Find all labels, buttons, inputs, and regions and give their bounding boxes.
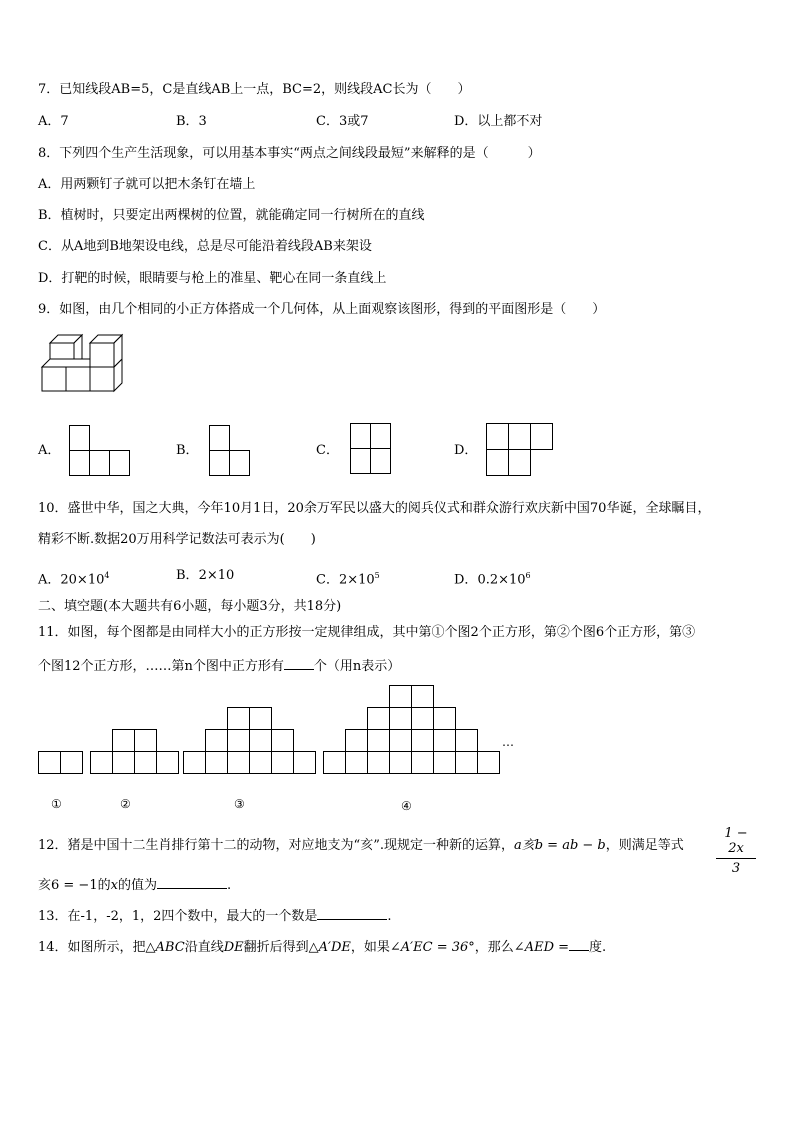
q11-stem-line2b: 个（用n表示）: [313, 659, 401, 674]
q8-option-c: C．从A地到B地架设电线，总是尽可能沿着线段AB来架设: [38, 239, 372, 254]
q7-option-d: D．以上都不对: [454, 114, 543, 129]
q10-option-c-label: C．: [316, 572, 339, 588]
q13-line: [38, 906, 392, 925]
q7-option-b: B．3: [176, 114, 207, 129]
q11-ellipsis: …: [502, 735, 514, 749]
q8-option-d: D．打靶的时候，眼睛要与枪上的准星、靶心在同一条直线上: [38, 271, 387, 286]
q12-variable: x: [110, 878, 118, 893]
q10-option-d: [454, 568, 531, 588]
q10-stem-line1: 10．盛世中华，国之大典，今年10月1日，20余万军民以盛大的阅兵仪式和群众游行欢庆新中国70华诞，全球瞩目，: [38, 501, 711, 516]
q12-line1a: 12．猪是中国十二生肖排行第十二的动物，对应地支为“亥”.现规定一种新的运算，: [38, 838, 514, 853]
q8-option-b: B．植树时，只要定出两棵树的位置，就能确定同一行树所在的直线: [38, 208, 425, 223]
q11-figure-3: [183, 707, 317, 775]
q9-option-d-label: D．: [454, 443, 478, 458]
q11-fig-label-3: ③: [234, 797, 245, 811]
q11-fig-label-1: ①: [51, 797, 62, 811]
q11-stem-line1: 11．如图，每个图都是由同样大小的正方形按一定规律组成，其中第①个图2个正方形，第②个图6个正方形，第③: [38, 625, 696, 640]
q9-option-a-label: A．: [38, 443, 61, 458]
q7-stem: 7．已知线段AB=5，C是直线AB上一点，BC=2，则线段AC长为（ ）: [38, 82, 471, 97]
q14-angle-given: ∠A′EC = 36°: [389, 940, 475, 955]
q12-line2c: .: [226, 878, 232, 893]
q10-option-d-exp: 6: [525, 571, 531, 580]
q12-line1b: ，则满足等式: [605, 838, 684, 853]
q9-stem: 9．如图，由几个相同的小正方体搭成一个几何体，从上面观察该图形，得到的平面图形是（ ）: [38, 302, 606, 317]
q9-option-d-figure: [486, 423, 554, 477]
q9-option-c-label: C．: [316, 443, 339, 458]
q10-option-c: [316, 568, 380, 588]
q13-tail: .: [387, 909, 392, 924]
q11-answer-blank[interactable]: [284, 656, 314, 670]
q9-option-a-figure: [69, 425, 131, 477]
q10-stem-line2: 精彩不断.数据20万用科学记数法可表示为( ): [38, 532, 316, 547]
q13-answer-blank[interactable]: [317, 906, 387, 920]
q10-option-b: [176, 568, 234, 584]
q14-text-a: 14．如图所示，把: [38, 940, 146, 955]
q9-option-b-label: B．: [176, 443, 199, 458]
q12-answer-blank[interactable]: [157, 875, 227, 889]
q9-option-c-figure: [350, 423, 392, 475]
q14-line-de: DE: [223, 940, 244, 955]
q14-text-e: ，那么: [474, 940, 514, 955]
q10-option-a-base: 20×10: [60, 572, 105, 588]
q10-option-c-base: 2×10: [338, 572, 375, 588]
q11-stem-line2: [38, 656, 400, 675]
q12-fraction-numerator: 1 − 2x: [716, 826, 756, 859]
q10-option-d-label: D．: [454, 572, 478, 588]
q12-line2a: 亥6 = −1的: [38, 878, 111, 893]
q10-option-a: [38, 568, 109, 588]
q14-line: [38, 937, 606, 956]
q14-triangle-abc: △ABC: [145, 940, 185, 955]
q10-option-a-label: A．: [38, 572, 61, 588]
q12-operation: a亥b = ab − b: [513, 838, 606, 853]
q12-fraction: [716, 826, 756, 876]
q8-option-a: A．用两颗钉子就可以把木条钉在墙上: [38, 177, 256, 192]
q13-text: 13．在-1，-2，1，2四个数中，最大的一个数是: [38, 909, 318, 924]
q7-option-a: A．7: [38, 114, 69, 129]
q11-figure-2: [90, 729, 180, 775]
q14-text-c: 翻折后得到: [243, 940, 309, 955]
q14-text-d: ，如果: [350, 940, 390, 955]
q11-figure-4: [323, 685, 499, 775]
q14-text-f: 度.: [589, 940, 607, 955]
q10-option-d-base: 0.2×10: [477, 572, 526, 588]
q11-figure-1: [38, 751, 84, 775]
q12-fraction-denominator: 3: [731, 861, 741, 876]
q14-text-b: 沿直线: [184, 940, 224, 955]
q12-line1: [38, 838, 684, 854]
q8-stem: 8．下列四个生产生活现象，可以用基本事实“两点之间线段最短”来解释的是（ ）: [38, 146, 541, 161]
q7-option-c: C．3或7: [316, 114, 369, 129]
q14-triangle-a-prime-de: △A′DE: [308, 940, 351, 955]
q9-option-b-figure: [209, 425, 251, 477]
q12-line2b: 的值为: [117, 878, 157, 893]
q10-option-b-base: 2×10: [198, 568, 235, 583]
q12-line2: [38, 875, 231, 894]
q11-stem-line2a: 个图12个正方形，……第n个图中正方形有: [38, 659, 284, 674]
q11-fig-label-4: ④: [401, 799, 412, 813]
section-heading-fill-in: 二、填空题(本大题共有6小题，每小题3分，共18分): [38, 599, 342, 614]
q10-option-b-label: B．: [176, 568, 199, 583]
q11-fig-label-2: ②: [120, 797, 131, 811]
q9-solid-figure: [40, 333, 130, 399]
q14-answer-blank[interactable]: [569, 937, 589, 951]
q10-option-a-exp: 4: [104, 571, 110, 580]
q10-option-c-exp: 5: [374, 571, 380, 580]
q14-angle-asked: ∠AED =: [513, 940, 570, 955]
